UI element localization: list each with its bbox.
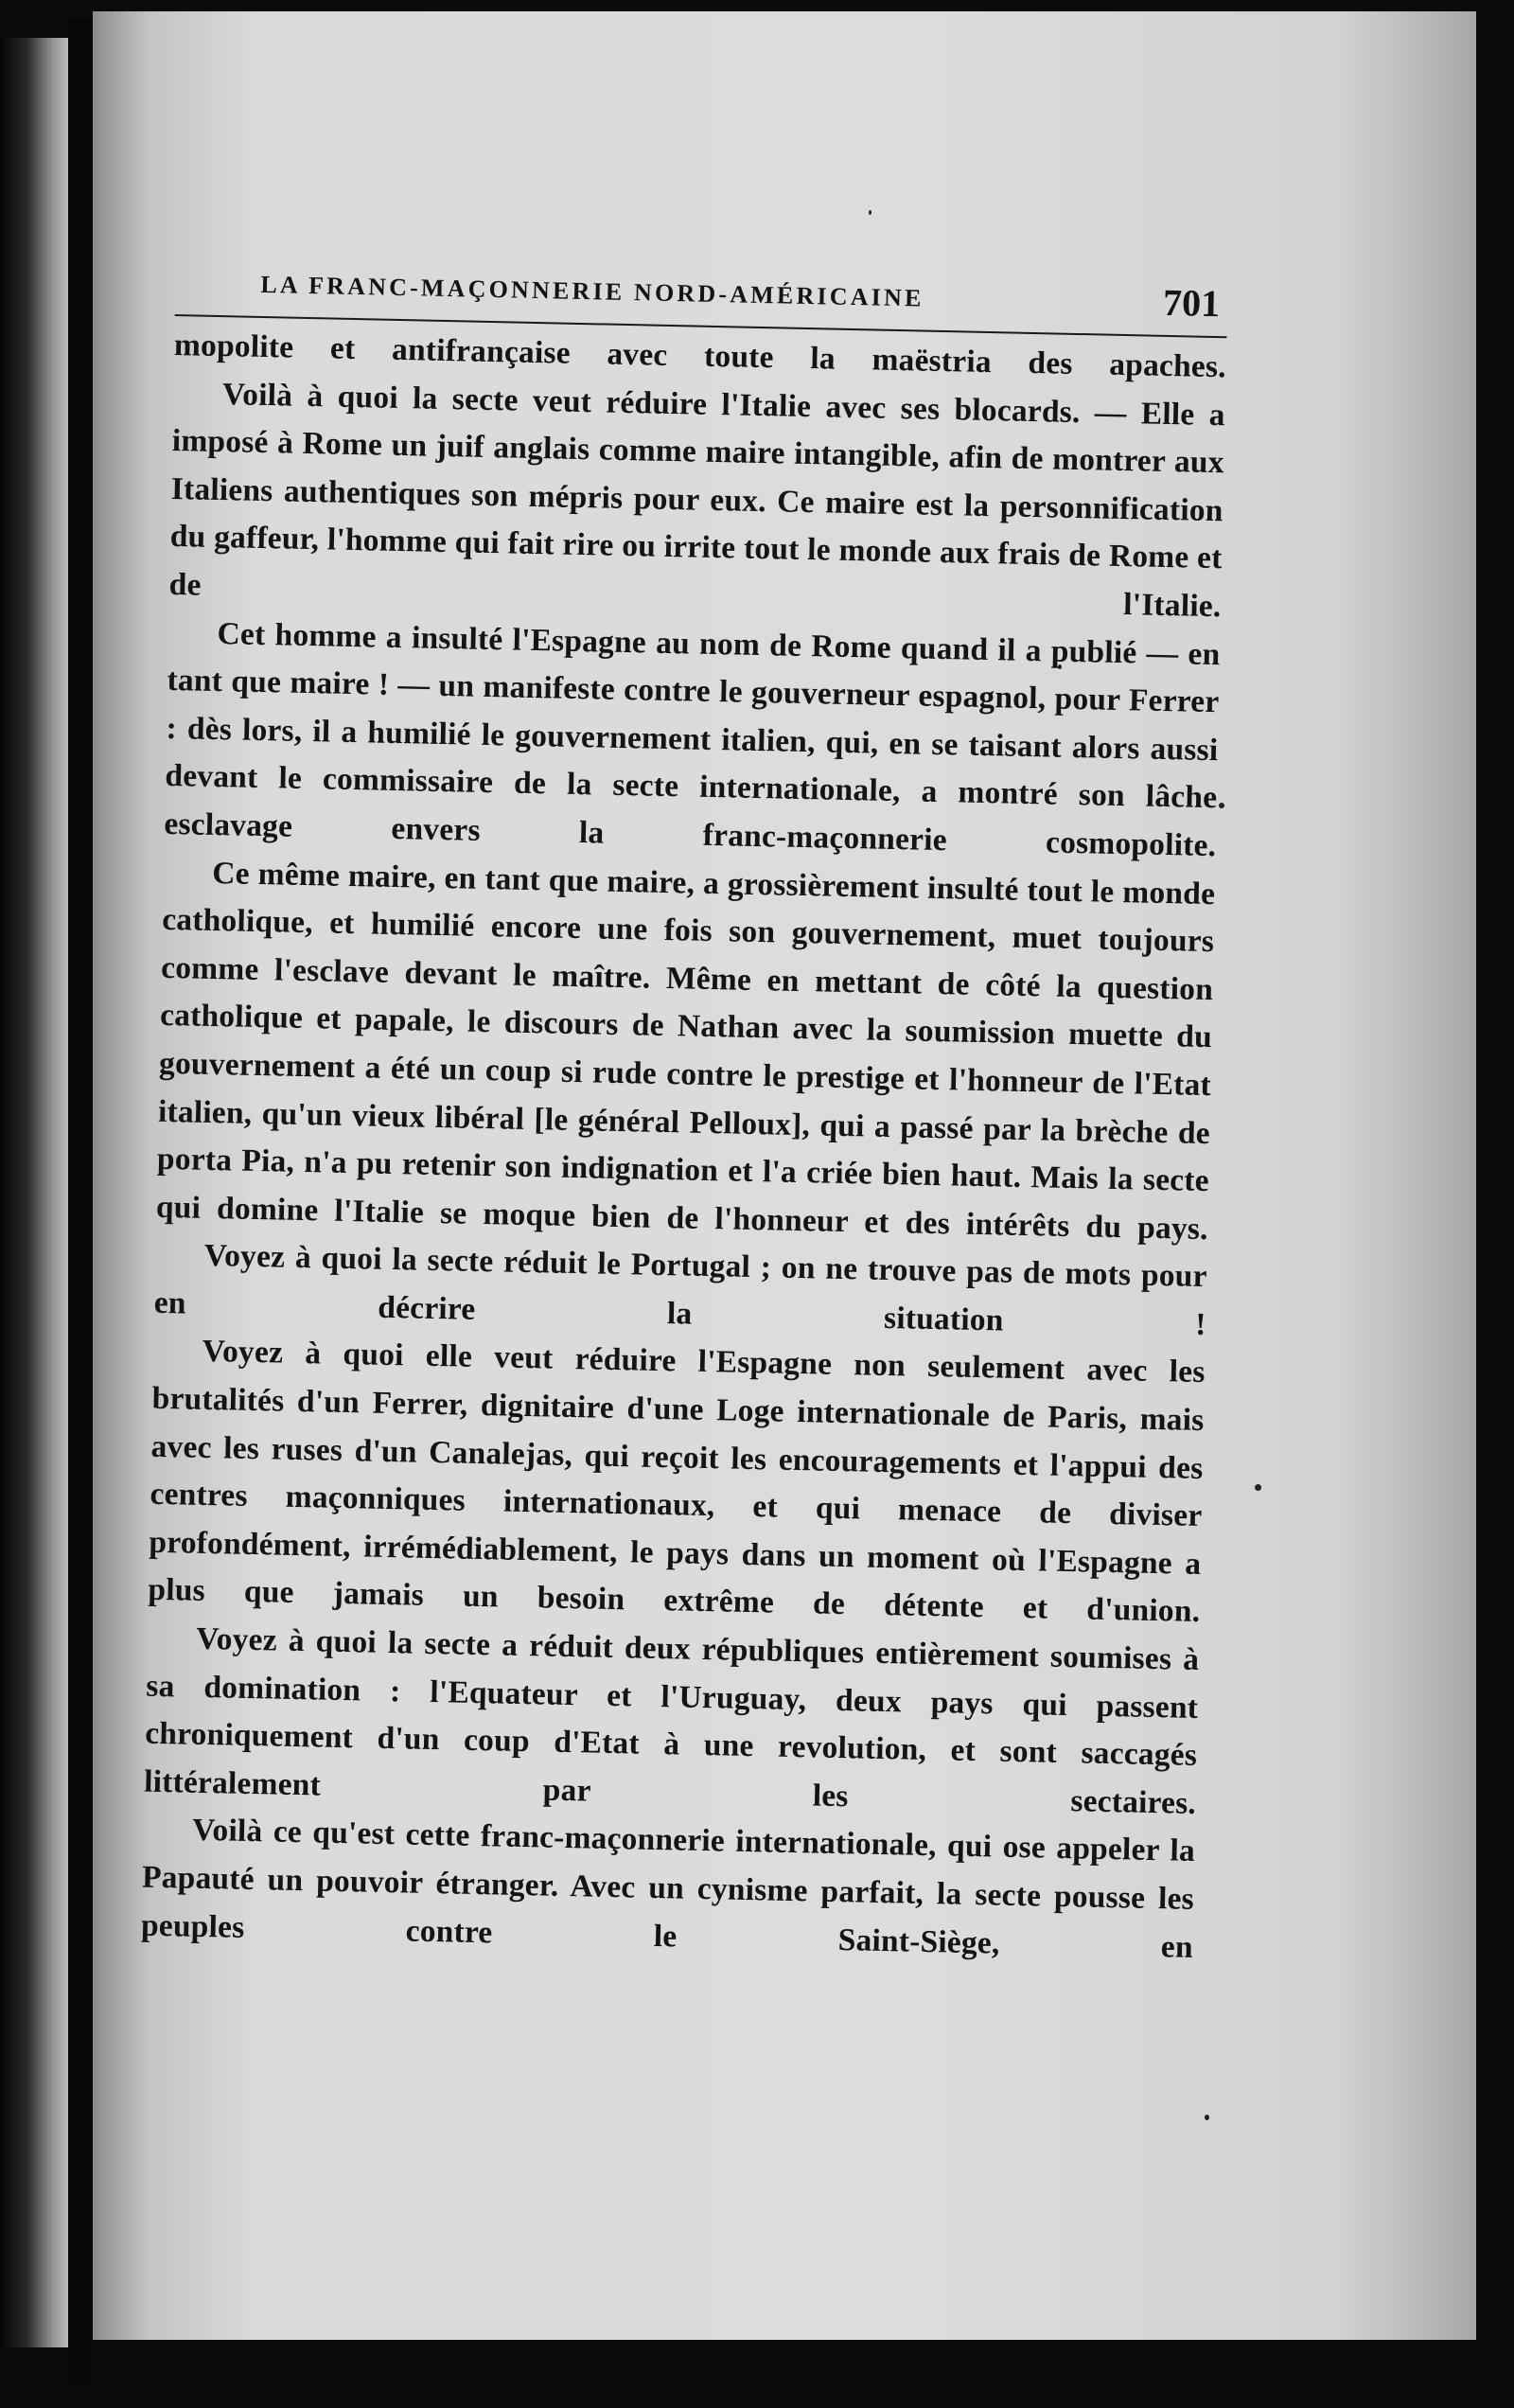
facing-page-edge: [0, 38, 68, 2347]
body-text: [141, 316, 1227, 1972]
paper-speck: [1255, 1484, 1261, 1491]
paper-speck: [869, 210, 871, 215]
paragraph: Voyez à quoi elle veut réduire l'Espagne non seulement avec les brutalités d'un Ferrer, dignitaire d'une Loge internationale de Paris, mais avec les ruses d'un Canalejas, qui reçoit les encouragements et l'appui des centres maçonniques internationaux, et qui menace de diviser profondément, irrémédiablement, le pays dans un moment où l'Espagne a plus que jamais un besoin extrême de détente et d'union.: [148, 1334, 1206, 1630]
running-title: LA FRANC-MAÇONNERIE NORD-AMÉRICAINE: [260, 270, 924, 312]
paper-speck: [1219, 803, 1224, 808]
paragraph: Voyez à quoi la secte réduit le Portugal ; on ne trouve pas de mots pour en décrire la situation !: [153, 1238, 1208, 1342]
paper-speck: [1205, 2115, 1209, 2120]
paragraph: Ce même maire, en tant que maire, a grossièrement insulté tout le monde catholique, et humilié encore une fois son gouvernement, muet toujours comme l'esclave devant le maître. Même en mettant de côté la question catholique et papale, le discours de Nathan avec la soumission muette du gouvernement a été un coup si rude contre le prestige et l'honneur de l'Etat italien, qu'un vieux libéral [le général Pelloux], qui a passé par la brèche de porta Pia, n'a pu retenir son indignation et l'a criée bien haut. Mais la secte qui domine l'Italie se moque bien de l'honneur et des intérêts du pays.: [155, 855, 1216, 1247]
page-number: 701: [1162, 280, 1221, 326]
paragraph: Voilà ce qu'est cette franc-maçonnerie internationale, qui ose appeler la Papauté un pouvoir étranger. Avec un cynisme parfait, la secte pousse les peuples contre le Saint-Siège, en: [140, 1813, 1196, 1965]
paragraph: Voyez à quoi la secte a réduit deux républiques entièrement soumises à sa domination : l'Equateur et l'Uruguay, deux pays qui passent chroniquement d'un coup d'Etat à une revolution, et sont saccagés littéralement par les sectaires.: [143, 1620, 1200, 1821]
paragraph: mopolite et antifrançaise avec toute la maëstria des apaches.: [173, 327, 1227, 385]
page-content: [141, 256, 1228, 1972]
book-gutter: [68, 19, 93, 2385]
paragraph: Cet homme a insulté l'Espagne au nom de Rome quand il a publié — en tant que maire ! — un manifeste contre le gouverneur espagnol, pour Ferrer : dès lors, il a humilié le gouvernement italien, qui, en se taisant alors aussi devant le commissaire de la secte internationale, a montré son lâche esclavage envers la franc-maçonnerie cosmopolite.: [164, 615, 1221, 864]
paragraph: Voilà à quoi la secte veut réduire l'Italie avec ses blocards. — Elle a imposé à Rome un juif anglais comme maire intangible, afin de montrer aux Italiens authentiques son mépris pour eux. Ce maire est la personnification du gaffeur, l'homme qui fait rire ou irrite tout le monde aux frais de Rome et de l'Italie.: [168, 376, 1226, 625]
scan-border: [1476, 0, 1514, 2408]
